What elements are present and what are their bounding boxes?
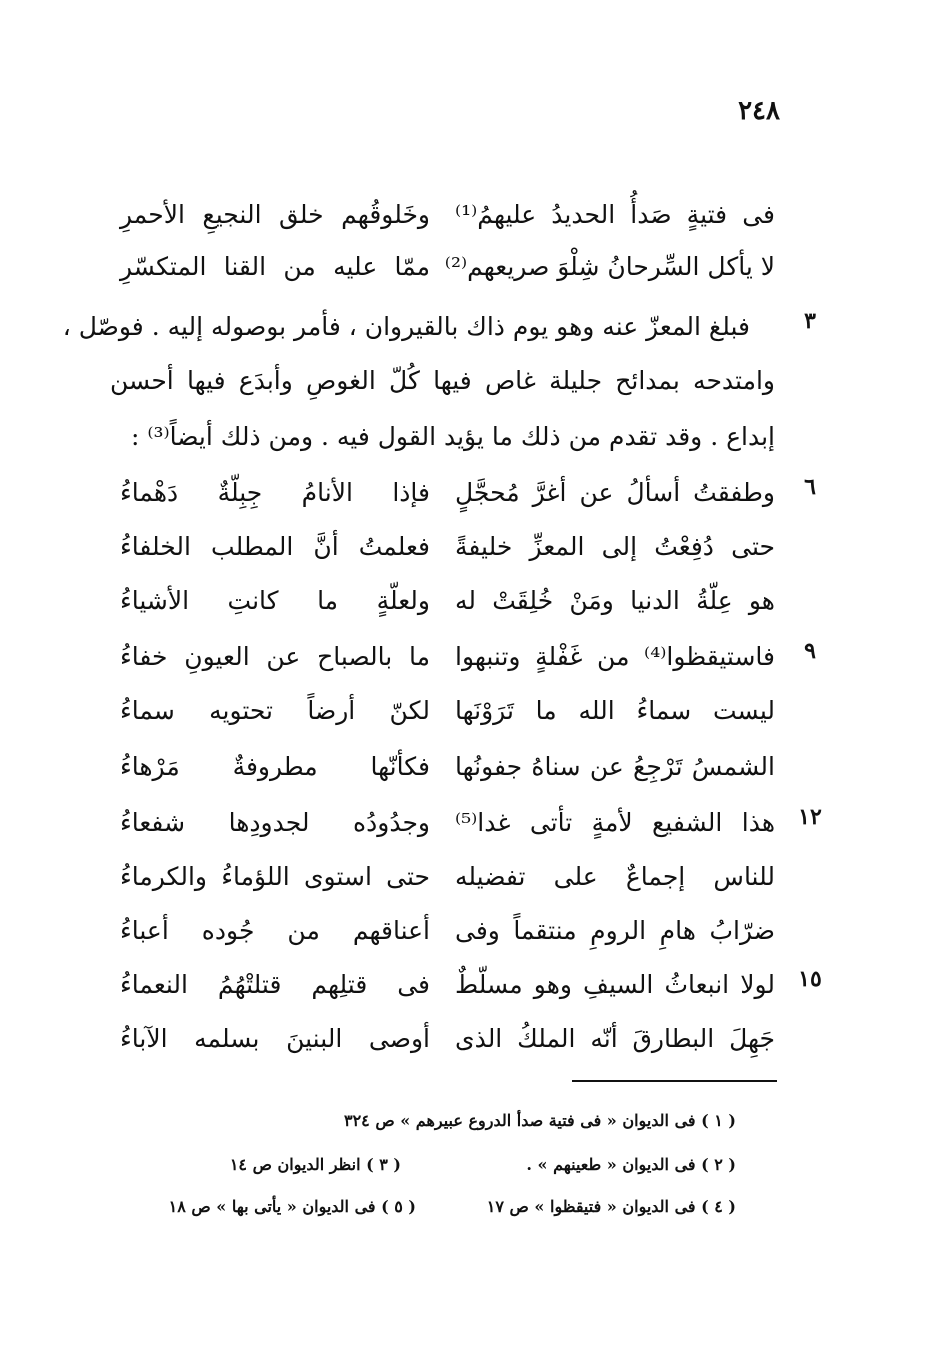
footnote: ( ٥ ) فى الديوان « يأتى بها » ص ١٨	[168, 1197, 416, 1216]
footnote: ( ١ ) فى الديوان « فى فتية صدأ الدروع عبيرهم » ص ٣٢٤	[343, 1111, 736, 1130]
verse-first-hemistich: حتى دُفِعْتُ إلى المعزِّ خليفةً	[455, 532, 775, 561]
verse-second-hemistich: لكنّ أرضاً تحتويه سماءُ	[120, 696, 430, 725]
verse-number: ٩	[804, 638, 816, 664]
verse-second-hemistich: أوصى البنينَ بسلمه الآباءُ	[120, 1024, 430, 1053]
footnote: ( ٤ ) فى الديوان « فتيقظوا » ص ١٧	[486, 1197, 736, 1216]
verse-second-hemistich: فإذا الأنامُ جِبِلّةٌ دَهْماءُ	[120, 478, 430, 507]
verse-row	[110, 958, 820, 1012]
verse-second-hemistich: ما بالصباح عن العيونِ خفاءُ	[120, 642, 430, 671]
verse-second-hemistich: فى قتلِهم قتلتْهُمُ النعماءُ	[120, 970, 430, 999]
verse-row	[110, 466, 820, 520]
verse-row	[110, 630, 820, 684]
prose-text: إبداع . وقد تقدم من ذلك ما يؤيد القول فيه . ومن ذلك أيضاً⁽³⁾ :	[130, 422, 775, 451]
footnote: ( ٢ ) فى الديوان « طعينهم » .	[526, 1155, 736, 1174]
verse-first-hemistich: جَهِلَ البطارقَ أنّه الملكُ الذى	[455, 1024, 775, 1053]
verse-second-hemistich: فكأنّها مطروفةٌ مَرْهاءُ	[120, 752, 430, 781]
page-number: ٢٤٨	[738, 96, 780, 126]
verse-first-hemistich: للناس إجماعٌ على تفضيله	[455, 862, 775, 891]
prose-line	[62, 300, 820, 354]
verse-row	[110, 904, 820, 958]
verse-second-hemistich: حتى استوى اللؤماءُ والكرماءُ	[120, 862, 430, 891]
verse-second-hemistich: ممّا عليه من القنا المتكسّرِ	[120, 252, 430, 281]
verse-row	[110, 520, 820, 574]
verse-second-hemistich: وخَلوقُهم خلق النجيعِ الأحمرِ	[120, 200, 430, 229]
prose-line	[110, 410, 820, 464]
verse-second-hemistich: فعلمتُ أنَّ المطلب الخلفاءُ	[120, 532, 430, 561]
verse-row	[110, 684, 820, 738]
line-number: ٣	[804, 308, 816, 334]
verse-number: ١٢	[798, 804, 822, 830]
verse-second-hemistich: أعناقهم من جُوده أعباءُ	[120, 916, 430, 945]
verse-first-hemistich: وطفقتُ أسألُ عن أغرَّ مُحجَّلٍ	[455, 478, 775, 507]
verse-first-hemistich: لولا انبعاثُ السيفِ وهو مسلّطٌ	[455, 970, 775, 999]
verse-row	[110, 796, 820, 850]
verse-first-hemistich: الشمسُ تَرْجِعُ عن سناهُ جفونُها	[455, 752, 775, 781]
verse-row	[110, 850, 820, 904]
verse-number: ٦	[804, 474, 816, 500]
verse-row	[110, 188, 820, 242]
verse-row	[110, 1012, 820, 1066]
verse-first-hemistich: ليست سماءُ الله ما تَرَوْنَها	[455, 696, 775, 725]
footnote-rule	[572, 1080, 777, 1082]
verse-first-hemistich: فى فتيةٍ صَدأُ الحديدُ عليهمُ⁽¹⁾	[455, 200, 775, 229]
verse-number: ١٥	[798, 966, 822, 992]
verse-row	[110, 574, 820, 628]
verse-first-hemistich: هذا الشفيع لأمةٍ تأتى غدا⁽⁵⁾	[455, 808, 775, 837]
verse-first-hemistich: ضرّابُ هامِ الرومِ منتقماً وفى	[455, 916, 775, 945]
verse-first-hemistich: هو عِلّةُ الدنيا ومَنْ خُلِقَتْ له	[455, 586, 775, 615]
verse-row	[110, 740, 820, 794]
verse-second-hemistich: ولعلّةٍ ما كانتِ الأشياءُ	[120, 586, 430, 615]
prose-text: فبلغ المعزّ عنه وهو يوم ذاك بالقيروان ، فأمر بوصوله إليه . فوصّل ،	[62, 312, 750, 341]
verse-first-hemistich: فاستيقظوا⁽⁴⁾ من غَفْلةٍ وتنبهوا	[455, 642, 775, 671]
verse-row	[110, 240, 820, 294]
verse-second-hemistich: وجدُودُه لجدودِها شفعاءُ	[120, 808, 430, 837]
footnote: ( ٣ ) انظر الديوان ص ١٤	[229, 1155, 401, 1174]
prose-text: وامتدحه بمدائح جليلة غاص فيها كُلّ الغوصِ وأبدَع فيها أحسن	[110, 366, 775, 395]
verse-first-hemistich: لا يأكل السِّرحانُ شِلْوَ صريعهم⁽²⁾	[444, 252, 775, 281]
prose-line	[110, 354, 820, 408]
